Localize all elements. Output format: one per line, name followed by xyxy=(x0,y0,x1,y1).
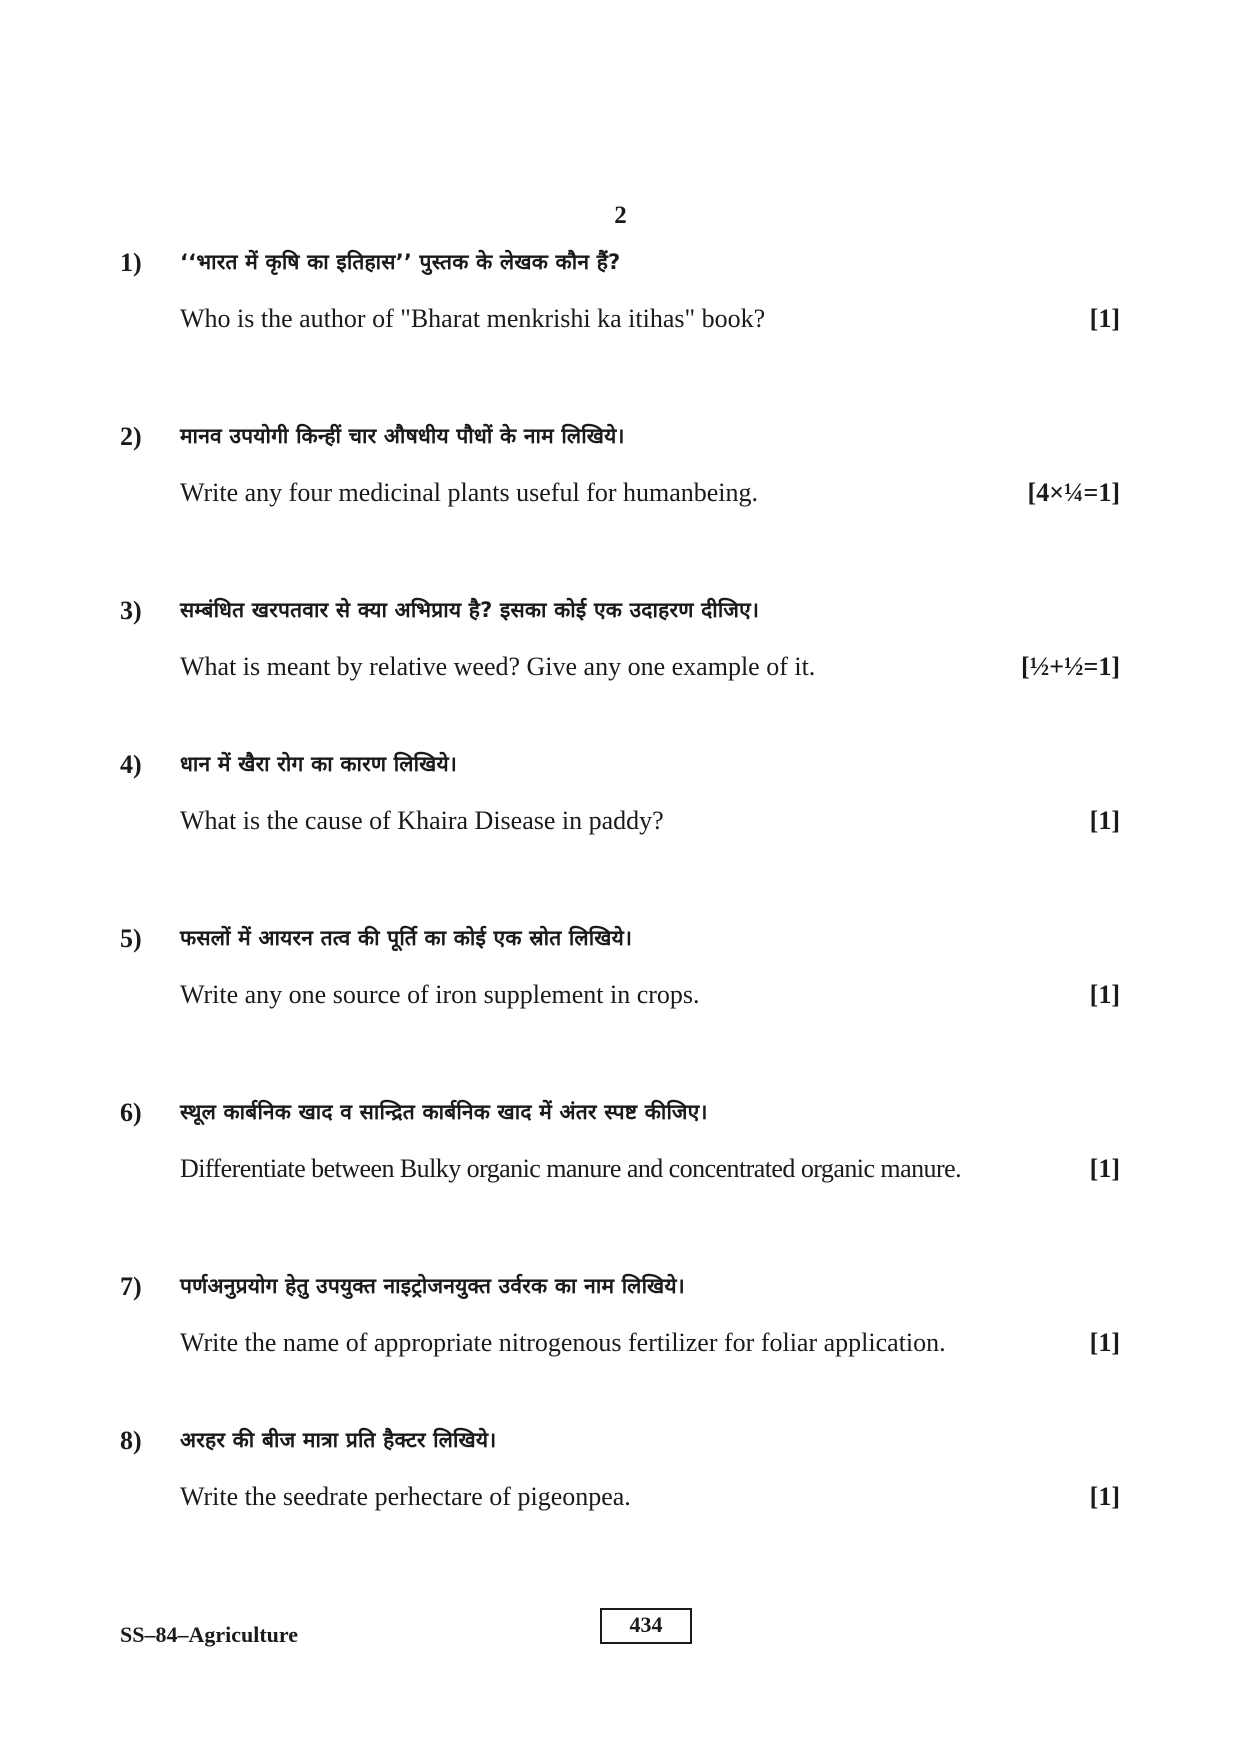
question-marks: [1] xyxy=(1089,1328,1120,1357)
question-number: 2) xyxy=(120,422,142,451)
page-number: 2 xyxy=(614,202,627,229)
question-marks: [1] xyxy=(1089,1482,1120,1511)
question-number: 3) xyxy=(120,596,142,625)
question-number: 7) xyxy=(120,1272,142,1301)
page-box: 434 xyxy=(600,1608,692,1644)
question-english-text: Differentiate between Bulky organic manure and concentrated organic manure. xyxy=(180,1154,962,1183)
question-hindi-text: मानव उपयोगी किन्हीं चार औषधीय पौधों के नाम लिखिये। xyxy=(180,424,625,448)
question-english-text: Write the seedrate perhectare of pigeonpea. xyxy=(180,1482,631,1511)
question-hindi-text: सम्बंधित खरपतवार से क्या अभिप्राय है? इसका कोई एक उदाहरण दीजिए। xyxy=(180,598,760,622)
question-hindi-text: पर्णअनुप्रयोग हेतु उपयुक्त नाइट्रोजनयुक्त उर्वरक का नाम लिखिये। xyxy=(180,1274,685,1298)
question-english-text: What is the cause of Khaira Disease in paddy? xyxy=(180,806,664,835)
question-hindi-text: धान में खैरा रोग का कारण लिखिये। xyxy=(180,752,458,776)
question-number: 4) xyxy=(120,750,142,779)
question-english-text: Write any one source of iron supplement in crops. xyxy=(180,980,700,1009)
question-number: 1) xyxy=(120,248,142,277)
question-marks: [1] xyxy=(1089,304,1120,333)
question-number: 8) xyxy=(120,1426,142,1455)
question-marks: [4×¼=1] xyxy=(1027,478,1120,507)
question-hindi-text: स्थूल कार्बनिक खाद व सान्द्रित कार्बनिक खाद में अंतर स्पष्ट कीजिए। xyxy=(180,1100,708,1124)
question-marks: [1] xyxy=(1089,806,1120,835)
question-english-text: What is meant by relative weed? Give any one example of it. xyxy=(180,652,816,681)
question-english-text: Write the name of appropriate nitrogenous fertilizer for foliar application. xyxy=(180,1328,946,1357)
question-marks: [1] xyxy=(1089,1154,1120,1183)
question-english-text: Write any four medicinal plants useful for humanbeing. xyxy=(180,478,759,507)
question-number: 5) xyxy=(120,924,142,953)
question-marks: [1] xyxy=(1089,980,1120,1009)
question-hindi-text: ‘‘भारत में कृषि का इतिहास’’ पुस्तक के लेखक कौन हैं? xyxy=(180,250,621,274)
question-english-text: Who is the author of "Bharat menkrishi ka itihas" book? xyxy=(180,304,766,333)
paper-code: SS–84–Agriculture xyxy=(120,1622,299,1647)
question-hindi-text: अरहर की बीज मात्रा प्रति हैक्टर लिखिये। xyxy=(180,1428,497,1452)
question-hindi-text: फसलों में आयरन तत्व की पूर्ति का कोई एक स्रोत लिखिये। xyxy=(180,926,633,950)
question-marks: [½+½=1] xyxy=(1021,652,1120,681)
question-number: 6) xyxy=(120,1098,142,1127)
